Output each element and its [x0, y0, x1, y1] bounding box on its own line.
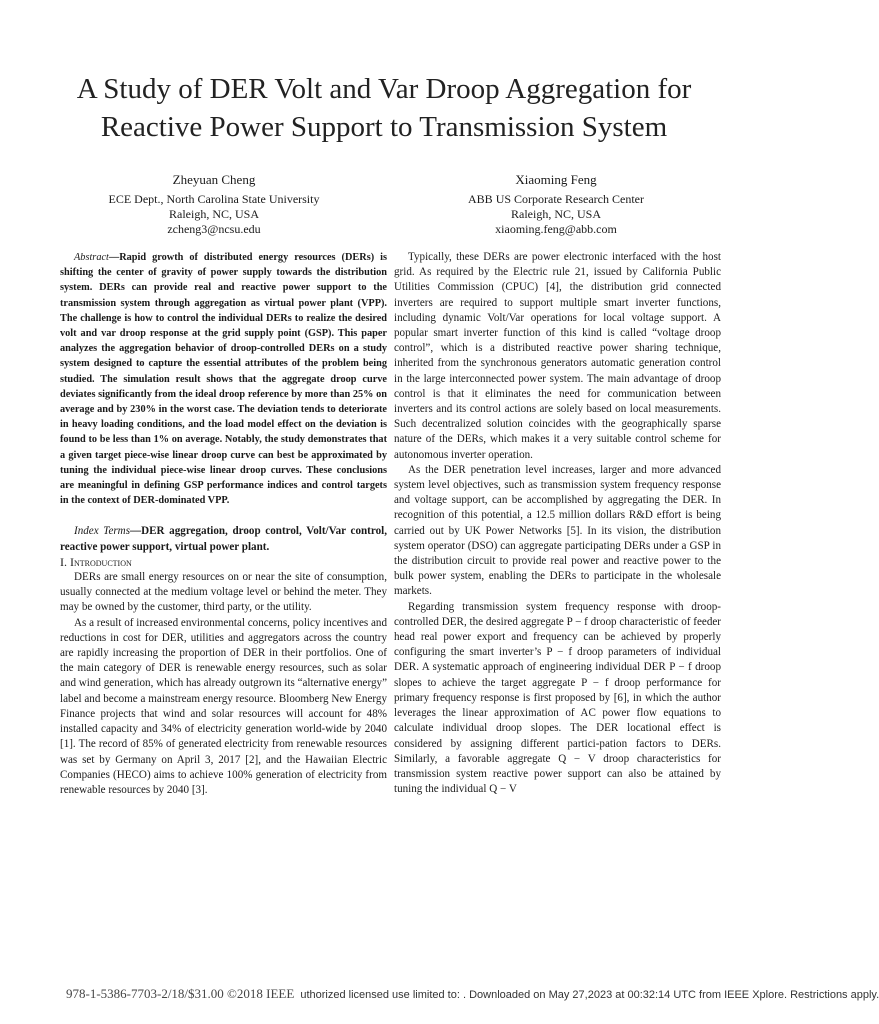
- author-affiliation: ABB US Corporate Research Center: [468, 192, 644, 206]
- author-block-2: [406, 172, 706, 237]
- section-title: Introduction: [70, 554, 132, 569]
- index-terms: [60, 524, 387, 554]
- paragraph: As a result of increased environmental concerns, policy incentives and reductions in cost for DER, utilities and aggregators across the country are rapidly increasing the proportion of DER in their portfolios. One of the main category of DER is renewable energy resources, such as solar and wind generation, which has already outgrown its “alternative energy” label and become a mainstream energy resource. Bloomberg New Energy Finance projects that wind and solar resources will account for 48% installed capacity and 34% of electricity generation world-wide by 2040 [1]. The record of 85% of generated electricity from renewable resources was set by Germany on April 3, 2017 [2], and the Hawaiian Electric Companies (HECO) aims to achieve 100% generation of electricity from renewable resources by 2040 [3].: [60, 616, 387, 796]
- paragraph: Typically, these DERs are power electronic interfaced with the host grid. As required by the Electric rule 21, issued by California Public Utilities Commission (CPUC) [4], the distribution grid connected inverters are required to support multiple smart inverter functions, including dynamic Volt/Var operations for local voltage support. A popular smart inverter function of this kind is called “voltage droop control”, which is a distributed reactive power sharing technique, inherited from the synchronous generators automatic generation control in the large interconnected power system. The main advantage of droop control is that it eliminates the need for communication between inverters and its control actions are solely based on local measurements. Such decentralized solution coincides with the geographically sparse nature of the DERs, which makes it a very suitable control scheme for autonomous inverter operation.: [394, 251, 721, 461]
- abstract-text: —Rapid growth of distributed energy resources (DERs) is shifting the center of gravity of power supply towards the distribution system. DERs can provide real and reactive power support to the transmission system through aggregation as virtual power plant (VPP). The challenge is how to control the individual DERs to realize the desired volt and var droop response at the grid supply point (GSP). This paper analyzes the aggregation behavior of droop-controlled DERs on a study system designed to capture the essential attributes of the problem being studied. The simulation result shows that the aggregate droop curve deviates significantly from the ideal droop reference by more than 25% on average and by 230% in the worst case. The deviation tends to deteriorate in heavy loading conditions, and the load model effect on the deviation is found to be less than 1% on average. Notably, the study demonstrates that a given target piece-wise linear droop curve can best be approximated by tuning the individual piece-wise linear droop curves. These conclusions are meaningful in defining GSP performance indices and control targets in the context of DER-dominated VPP.: [60, 252, 387, 507]
- abstract-label: Abstract: [74, 252, 109, 263]
- author-location: Raleigh, NC, USA: [169, 207, 259, 221]
- paragraph: Regarding transmission system frequency response with droop-controlled DER, the desired aggregate P − f droop characteristic of feeder head real power export and frequency can be achieved by properly configuring the smart inverter’s P − f droop parameters of individual DER. A systematic approach of engineering individual DER P − f droop slopes to achieve the target aggregate P − f droop performance for primary frequency response is first proposed by [6], in which the author leverages the linear approximation of AC power flow equations to calculate individual droop slopes. The DER locational effect is considered by assigning different partici-pation factors to DERs. Similarly, a favorable aggregate Q − V droop characteristics for transmission system reactive power support can also be attained by tuning the individual Q − V: [394, 600, 721, 796]
- right-column: [394, 250, 721, 797]
- author-email: xiaoming.feng@abb.com: [495, 222, 617, 236]
- abstract: [60, 250, 387, 508]
- author-name: Xiaoming Feng: [515, 172, 597, 187]
- author-affiliation: ECE Dept., North Carolina State University: [108, 192, 320, 206]
- author-email: zcheng3@ncsu.edu: [167, 222, 261, 236]
- index-terms-label: Index Terms: [74, 525, 131, 538]
- footer-license-notice: uthorized licensed use limited to: . Downloaded on May 27,2023 at 00:32:14 UTC from IEEE Xplore. Restrictions apply.: [300, 989, 879, 1001]
- author-location: Raleigh, NC, USA: [511, 207, 601, 221]
- author-block-1: [64, 172, 364, 237]
- paragraph: As the DER penetration level increases, larger and more advanced system level objectives, such as transmission system frequency response and voltage support, can be accomplished by aggregating the DER. In recognition of this potential, a 12.5 million dollars R&D effort is being carried out by UK Power Networks [5]. In its vision, the distribution system operator (DSO) can aggregate participating DERs under a GSP in the distribution circuit to provide real power and reactive power to the bulk power system, enabling the DERs to participate in the wholesale markets.: [394, 463, 721, 598]
- paragraph: DERs are small energy resources on or near the site of consumption, usually connected at the medium voltage level or behind the meter. They may be owned by the customer, third party, or the utility.: [60, 571, 387, 614]
- author-name: Zheyuan Cheng: [172, 172, 256, 187]
- page-footer: [66, 986, 879, 1002]
- paper-title: A Study of DER Volt and Var Droop Aggregation for Reactive Power Support to Transmission System: [76, 73, 692, 143]
- section-numeral: I.: [60, 554, 70, 569]
- index-terms-text: —DER aggregation, droop control, Volt/Var control, reactive power support, virtual power plant.: [60, 525, 387, 553]
- left-column: [60, 250, 387, 798]
- section-heading: [60, 555, 387, 570]
- footer-isbn: 978-1-5386-7703-2/18/$31.00 ©2018 IEEE: [66, 986, 295, 1001]
